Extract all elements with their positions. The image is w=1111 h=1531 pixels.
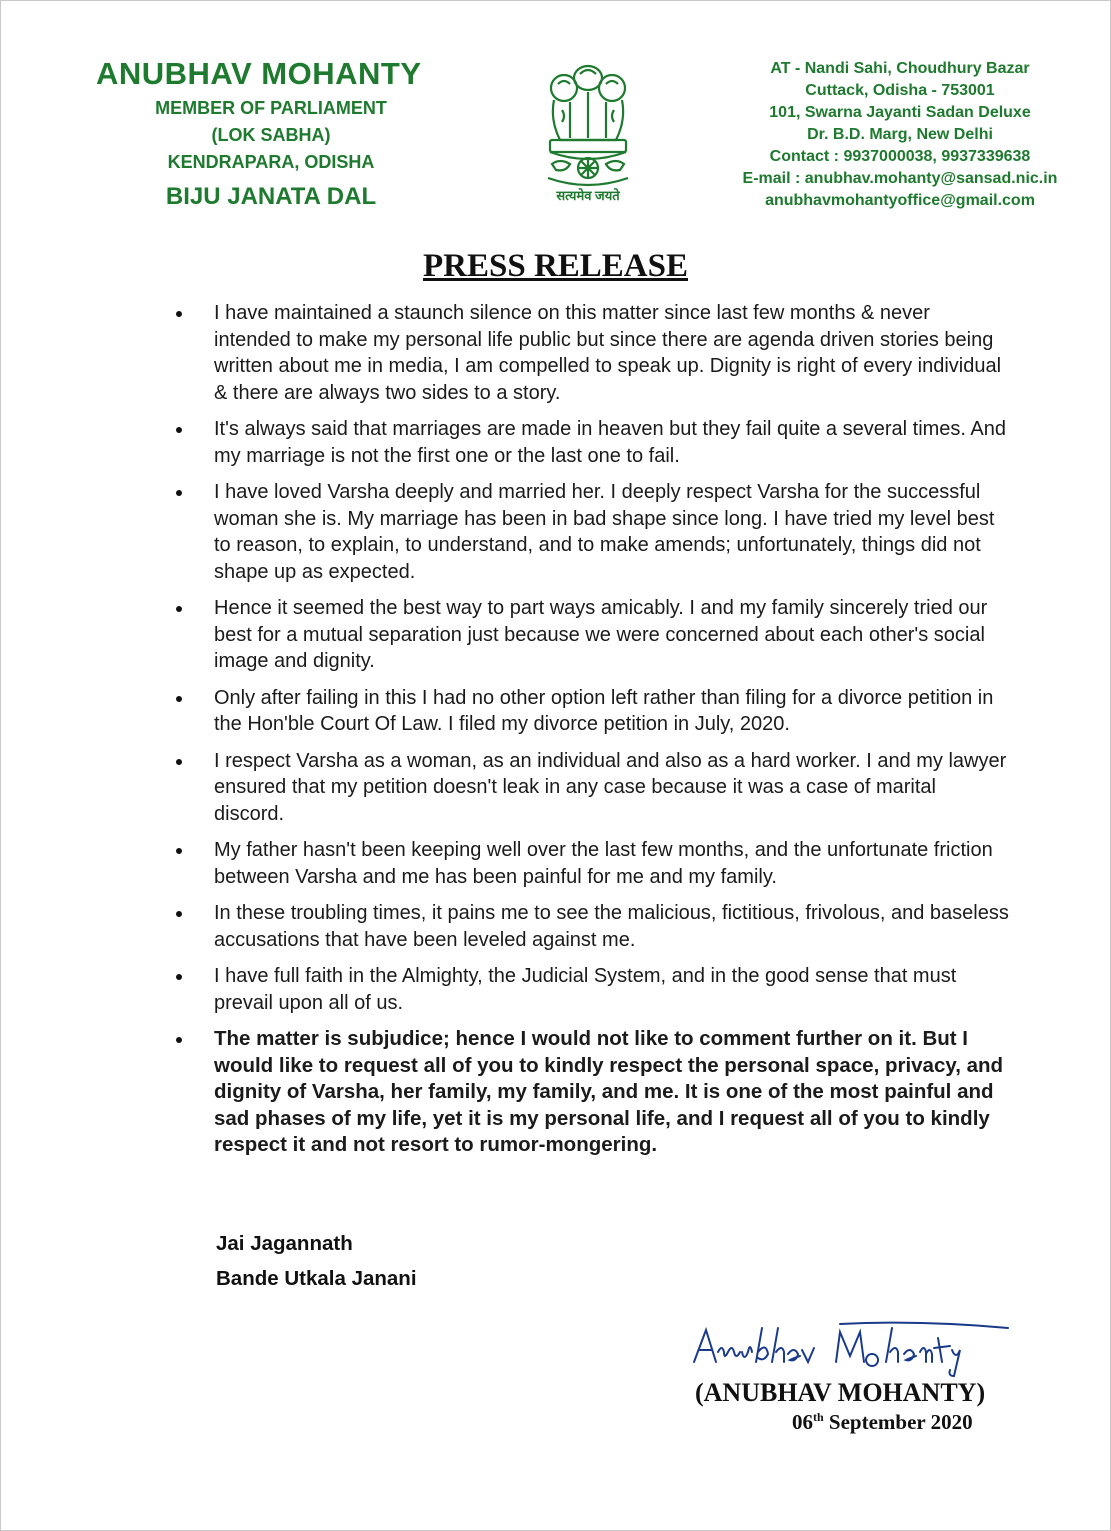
mp-house: (LOK SABHA) (211, 125, 331, 145)
bullet-icon (176, 696, 182, 702)
list-item-text: Only after failing in this I had no other option left rather than filing for a divorce petition in the Hon'ble Court Of Law. I filed my divorce petition in July, 2020. (214, 686, 994, 735)
bullet-icon (176, 911, 182, 917)
list-item-text: In these troubling times, it pains me to see the malicious, fictitious, frivolous, and baseless accusations that have been leveled against me. (214, 902, 1009, 951)
list-item-text: Hence it seemed the best way to part ways amicably. I and my family sincerely tried our best for a mutual separation just because we were concerned about each other's social image and dignity. (214, 597, 988, 672)
list-item-text: I have full faith in the Almighty, the Judicial System, and in the good sense that must prevail upon all of us. (214, 965, 957, 1014)
address-line: 101, Swarna Jayanti Sadan Deluxe (769, 104, 1031, 121)
list-item (170, 837, 1010, 890)
bullet-icon (176, 1037, 182, 1043)
address-line: Dr. B.D. Marg, New Delhi (807, 126, 993, 143)
letterhead-left (96, 56, 446, 211)
page-title: PRESS RELEASE (422, 248, 688, 284)
email-line: anubhavmohantyoffice@gmail.com (765, 192, 1035, 209)
list-item-text: I have maintained a staunch silence on this matter since last few months & never intended to make my personal life public but since there are agenda driven stories being written about me in media, I am compelled to speak up. Dignity is right of every individual & there are always two sides to a story. (214, 302, 1002, 404)
mp-constituency: KENDRAPARA, ODISHA (167, 152, 375, 172)
date-day: 06 (792, 1410, 813, 1434)
closing-salutations (216, 1232, 417, 1302)
salutation-line: Jai Jagannath (216, 1232, 353, 1255)
letterhead-address (700, 58, 1100, 212)
press-release-title-wrap (0, 248, 1111, 285)
list-item-text: My father hasn't been keeping well over the last few months, and the unfortunate friction between Varsha and me has been painful for me and my family. (214, 839, 993, 888)
contact-line: Contact : 9937000038, 9937339638 (769, 148, 1031, 165)
bullet-icon (176, 427, 182, 433)
release-date (792, 1410, 973, 1435)
list-item-text: I have loved Varsha deeply and married her. I deeply respect Varsha for the successful woman she is. My marriage has been in bad shape since long. I have tried my level best to reason, to explain, to understand, and to make amends; unfortunately, things did not shape up as expected. (214, 481, 995, 583)
bullet-icon (176, 606, 182, 612)
email-line: E-mail : anubhav.mohanty@sansad.nic.in (742, 170, 1058, 187)
mp-party: BIJU JANATA DAL (165, 183, 377, 210)
list-item-text: It's always said that marriages are made in heaven but they fail quite a several times. And my marriage is not the first one or the last one to fail. (214, 418, 1007, 467)
mp-role: MEMBER OF PARLIAMENT (155, 98, 387, 118)
signatory-name: (ANUBHAV MOHANTY) (695, 1378, 986, 1407)
address-line: Cuttack, Odisha - 753001 (805, 82, 995, 99)
bullet-icon (176, 848, 182, 854)
date-rest: September 2020 (828, 1410, 973, 1434)
bullet-icon (176, 974, 182, 980)
date-suffix: th (813, 1410, 824, 1424)
list-item (170, 595, 1010, 675)
emblem-motto: सत्यमेव जयते (556, 188, 620, 203)
list-item (170, 300, 1010, 406)
list-item-emphasis (170, 1026, 1010, 1159)
list-item (170, 479, 1010, 585)
bullet-icon (176, 311, 182, 317)
bullet-icon (176, 759, 182, 765)
list-item (170, 416, 1010, 469)
handwritten-signature (690, 1318, 1010, 1378)
bullet-icon (176, 490, 182, 496)
list-item (170, 963, 1010, 1016)
statement-list (170, 300, 1010, 1169)
list-item-text: The matter is subjudice; hence I would not like to comment further on it. But I would like to request all of you to kindly respect the personal space, privacy, and dignity of Varsha, her family, my family, and me. It is one of the most painful and sad phases of my life, yet it is my personal life, and I request all of you to kindly respect it and not resort to rumor-mongering. (214, 1027, 1004, 1156)
list-item (170, 900, 1010, 953)
list-item (170, 685, 1010, 738)
list-item-text: I respect Varsha as a woman, as an individual and also as a hard worker. I and my lawyer ensured that my petition doesn't leak in any case because it was a case of marital discord. (214, 749, 1007, 825)
salutation-line: Bande Utkala Janani (216, 1267, 417, 1290)
mp-name: ANUBHAV MOHANTY (96, 56, 422, 91)
address-line: AT - Nandi Sahi, Choudhury Bazar (770, 60, 1030, 77)
list-item (170, 748, 1010, 828)
